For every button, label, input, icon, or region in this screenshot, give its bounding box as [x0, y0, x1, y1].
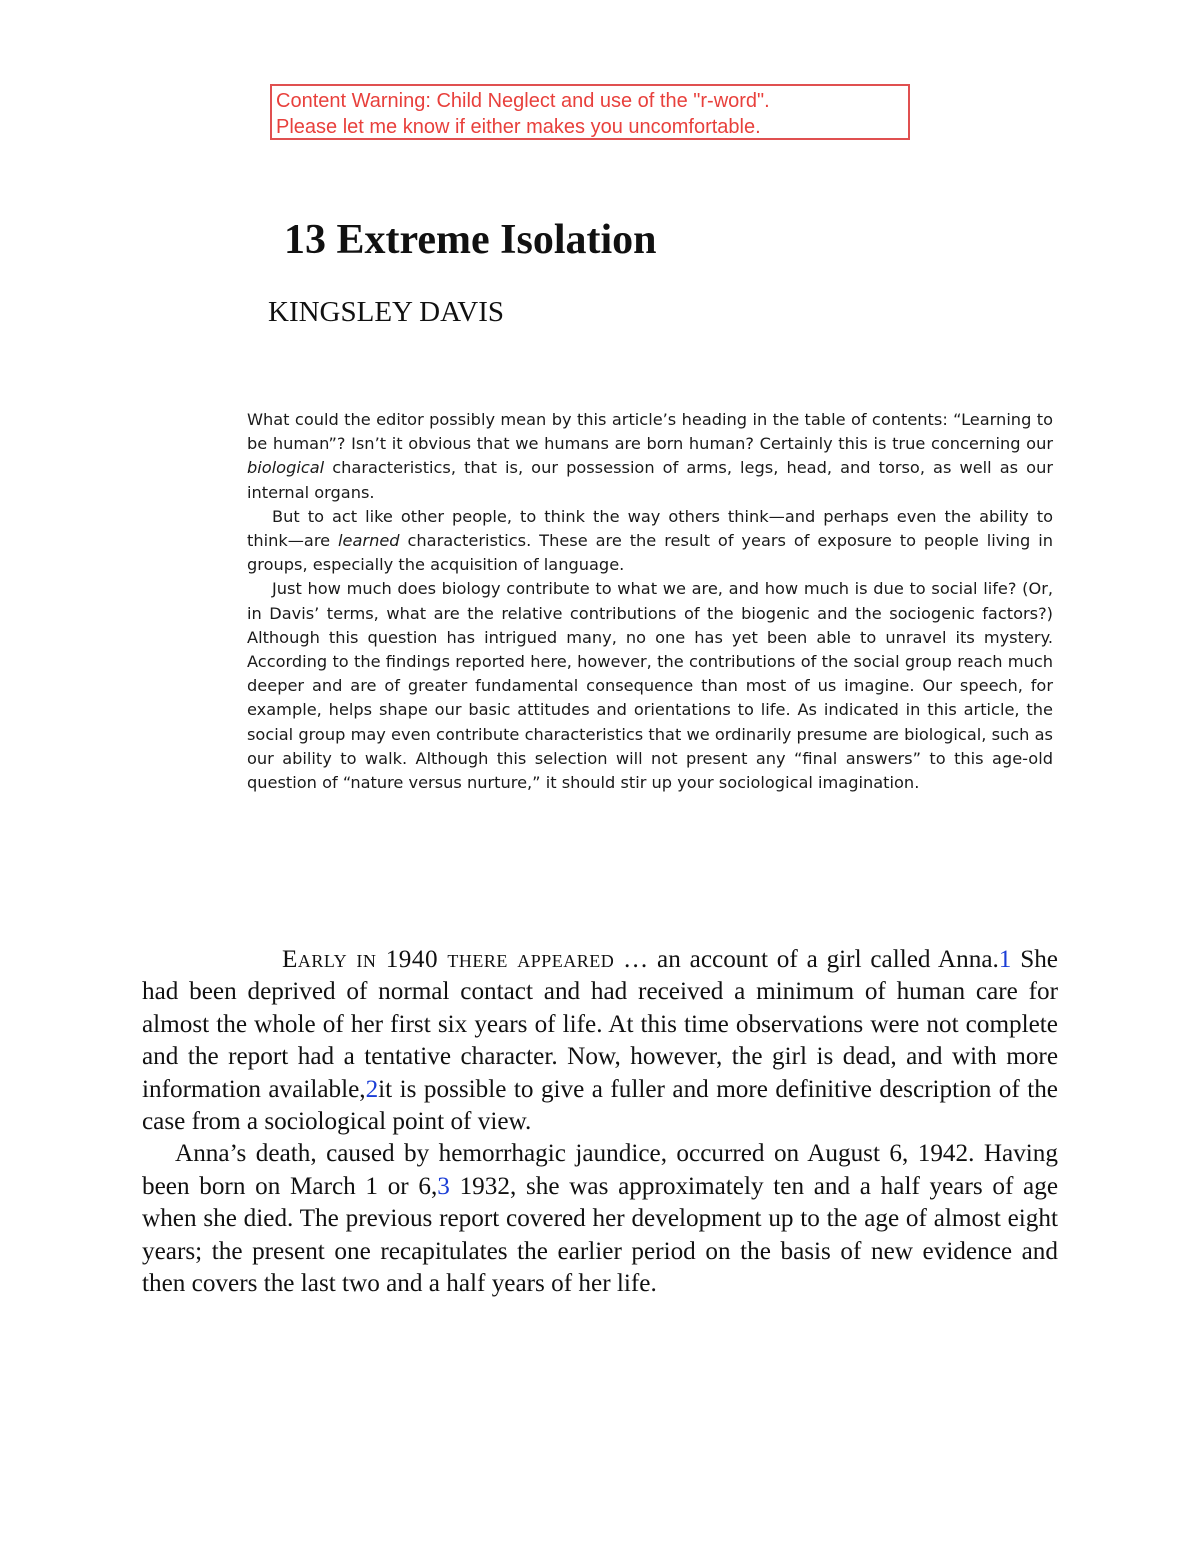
intro-p1-emphasis: biological: [247, 458, 325, 478]
intro-p2-text-b: characteristics. These are the result of years of exposure to people living in groups, especially the acquisition of language.: [247, 531, 1053, 575]
editor-introduction: [247, 408, 1053, 795]
intro-p1-text-a: What could the editor possibly mean by this article’s heading in the table of contents: “Learning to be human”? Isn’t it obvious that we humans are born human? Certainly this is true concerning our: [247, 410, 1053, 454]
footnote-ref-2[interactable]: 2: [365, 1075, 379, 1103]
intro-p1-text-b: characteristics, that is, our possession of arms, legs, head, and torso, as well as our internal organs.: [247, 458, 1053, 502]
intro-paragraph-1: [247, 408, 1053, 505]
article-body: [142, 944, 1058, 1300]
intro-p2-emphasis: learned: [338, 531, 400, 551]
body-p2-text-a: Anna’s death, caused by hemorrhagic jaundice, occurred on August 6, 1942. Having been born on March 1 or 6,: [142, 1140, 1058, 1200]
footnote-ref-1[interactable]: 1: [998, 946, 1012, 973]
content-warning-box: [270, 84, 910, 140]
opening-smallcaps: Early in 1940 there appeared: [282, 946, 615, 973]
body-p1-text-c: it is possible to give a fuller and more definitive description of the case from a sociological point of view.: [142, 1075, 1058, 1136]
body-p2-text-b: 1932, she was approximately ten and a half years of age when she died. The previous report covered her development up to the age of almost eight years; the present one recapitulates the earlier period on the basis of new evidence and then covers the last two and a half years of her life.: [142, 1172, 1059, 1298]
content-warning-line-2: Please let me know if either makes you uncomfortable.: [276, 116, 761, 138]
intro-paragraph-2: [247, 505, 1053, 578]
body-paragraph-2: [142, 1138, 1058, 1300]
content-warning-line-1: Content Warning: Child Neglect and use of the "r-word".: [276, 90, 770, 112]
chapter-title: 13 Extreme Isolation: [284, 217, 657, 263]
body-paragraph-1: [142, 944, 1058, 1138]
body-p1-text-b: She had been deprived of normal contact and had received a minimum of human care for almost the whole of her first six years of life. At this time observations were not complete and the report had a tentative character. Now, however, the girl is dead, and with more information available,: [142, 946, 1058, 1103]
intro-paragraph-3: Just how much does biology contribute to what we are, and how much is due to social life? (Or, in Davis’ terms, what are the relative contributions of the biogenic and the sociogenic factors?) Although this question has intrigued many, no one has yet been able to unravel its mystery. According to the findings reported here, however, the contributions of the social group reach much deeper and are of greater fundamental consequence than most of us imagine. Our speech, for example, helps shape our basic attitudes and orientations to life. As indicated in this article, the social group may even contribute characteristics that we ordinarily presume are biological, such as our ability to walk. Although this selection will not present any “final answers” to this age-old question of “nature versus nurture,” it should stir up your sociological imagination.: [247, 579, 1053, 793]
footnote-ref-3[interactable]: 3: [437, 1172, 450, 1200]
chapter-author: KINGSLEY DAVIS: [268, 296, 505, 328]
body-p1-text-a: … an account of a girl called Anna.: [614, 946, 999, 973]
intro-p2-text-a: But to act like other people, to think the way others think—and perhaps even the ability to think—are: [247, 506, 1053, 551]
